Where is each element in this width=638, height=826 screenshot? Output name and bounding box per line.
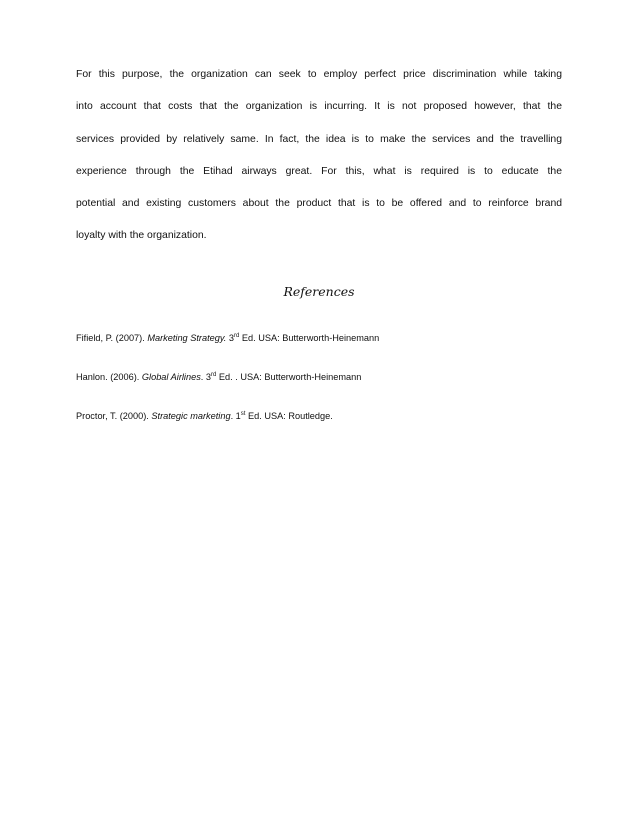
reference-item xyxy=(76,332,596,344)
references-list xyxy=(76,332,596,449)
reference-item xyxy=(76,410,596,422)
reference-edition-number: . 1 xyxy=(230,411,241,421)
reference-author: Proctor, T. (2000). xyxy=(76,411,152,421)
reference-edition-suffix: rd xyxy=(211,372,217,378)
reference-edition-number: 3 xyxy=(226,333,234,343)
paragraph-line: into account that costs that the organization is incurring. It is not proposed however, that the xyxy=(76,101,562,113)
body-paragraph xyxy=(76,69,562,263)
reference-title: Strategic marketing xyxy=(151,411,231,421)
paragraph-line: loyalty with the organization. xyxy=(76,230,207,242)
paragraph-line: potential and existing customers about the product that is to be offered and to reinforce brand xyxy=(76,198,562,210)
reference-author: Fifield, P. (2007). xyxy=(76,333,148,343)
paragraph-line: experience through the Etihad airways great. For this, what is required is to educate the xyxy=(76,165,562,177)
reference-title: Global Airlines xyxy=(141,372,201,382)
paragraph-line: services provided by relatively same. In fact, the idea is to make the services and the travelling xyxy=(76,133,562,145)
reference-title: Marketing Strategy. xyxy=(147,333,227,343)
reference-item xyxy=(76,371,596,383)
references-heading: References xyxy=(283,284,355,299)
reference-author: Hanlon. (2006). xyxy=(76,372,142,382)
reference-edition-suffix: rd xyxy=(233,333,240,339)
reference-edition-suffix: st xyxy=(240,411,246,417)
reference-publisher: Ed. . USA: Butterworth-Heinemann xyxy=(216,372,362,382)
reference-publisher: Ed. USA: Routledge. xyxy=(245,411,333,421)
reference-publisher: Ed. USA: Butterworth-Heinemann xyxy=(239,333,380,343)
reference-edition-number: . 3 xyxy=(200,372,212,382)
paragraph-line: For this purpose, the organization can seek to employ perfect price discrimination while taking xyxy=(76,69,562,80)
